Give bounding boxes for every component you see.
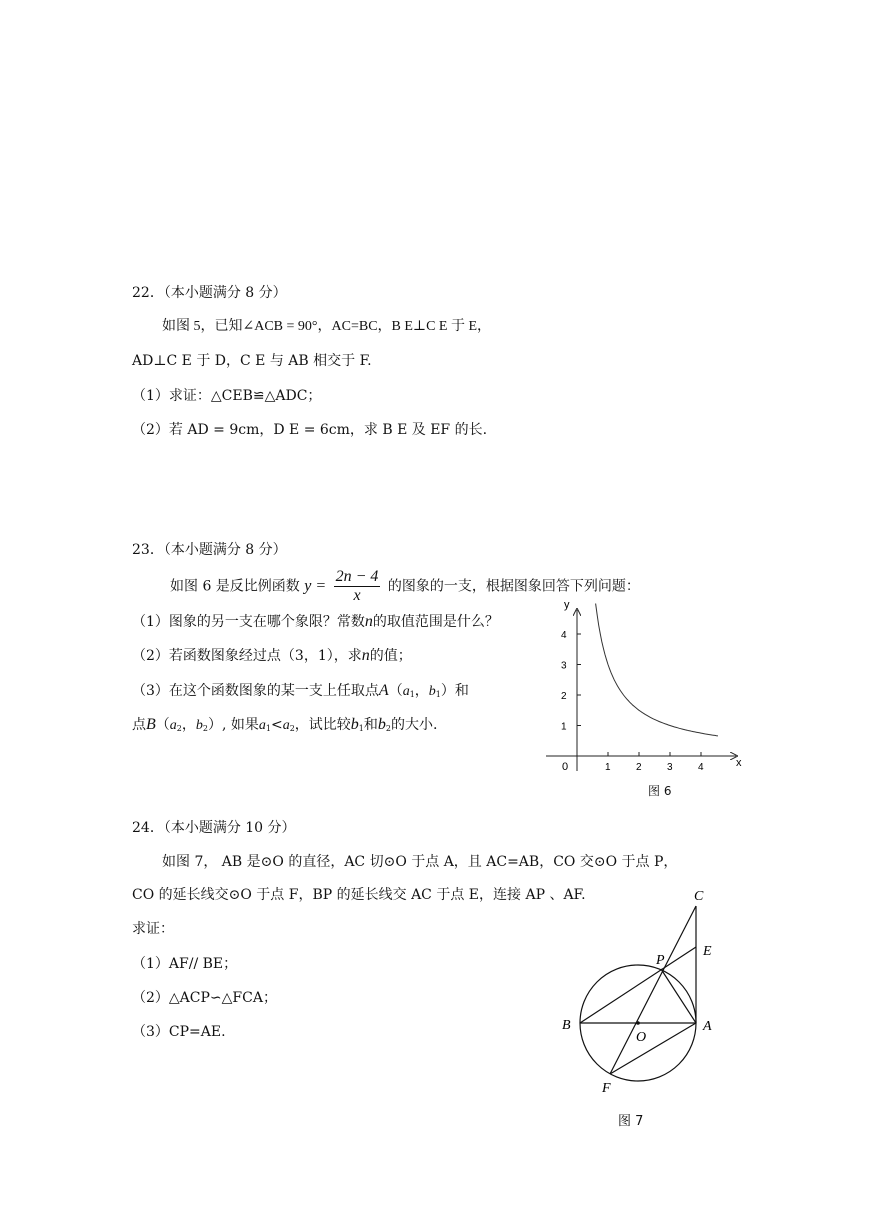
y-tick-label: 4 bbox=[561, 630, 567, 641]
cmp-sub-1: 1 bbox=[265, 724, 271, 733]
q24-line2: CO 的延长线交⊙O 于点 F，BP 的延长线交 AC 于点 E，连接 AP 、AF. bbox=[132, 887, 586, 903]
and-text: 和 bbox=[363, 717, 378, 733]
x-tick-label: 2 bbox=[636, 762, 642, 773]
label-c: C bbox=[694, 889, 704, 904]
q23-line4-text-d: ，试比较 bbox=[294, 717, 351, 733]
y-tick-label: 3 bbox=[561, 660, 567, 672]
q23-line4-text-c: ）, 如果 bbox=[207, 717, 259, 733]
q24-prove: 求证： bbox=[132, 921, 174, 937]
segment-ap bbox=[661, 969, 696, 1023]
q23-part3 bbox=[132, 682, 469, 704]
center-dot bbox=[636, 1021, 640, 1025]
label-b: B bbox=[562, 1018, 571, 1033]
label-f: F bbox=[602, 1081, 611, 1096]
comma: ， bbox=[414, 683, 429, 699]
var-b2: b bbox=[195, 718, 203, 733]
x-tick-label: 4 bbox=[698, 762, 704, 773]
q23-part2-text-b: 的值； bbox=[369, 648, 412, 664]
q24-line1: 如图 7， AB 是⊙O 的直径，AC 切⊙O 于点 A，且 AC=AB，CO 交⊙O 于点 P， bbox=[162, 854, 678, 870]
label-o: O bbox=[636, 1030, 647, 1045]
comma-2: ， bbox=[181, 717, 196, 733]
sub-2: 2 bbox=[176, 724, 182, 733]
y-axis-label: y bbox=[564, 599, 570, 611]
q23-part1-text-b: 的取值范围是什么？ bbox=[372, 614, 499, 630]
figure-7-geometry bbox=[550, 880, 730, 1110]
q23-part2-text-a: （2）若函数图象经过点（3，1），求 bbox=[132, 648, 362, 664]
var-a1: a bbox=[402, 684, 410, 699]
x-tick-label: 1 bbox=[605, 762, 611, 773]
x-tick-label: 3 bbox=[667, 762, 673, 773]
q23-line4-text-e: 的大小. bbox=[390, 717, 438, 733]
figure-6-caption: 图 6 bbox=[648, 784, 672, 798]
cmp-a2: a bbox=[282, 718, 290, 733]
q22-part1: （1）求证：△CEB≌△ADC； bbox=[132, 388, 322, 404]
var-a2: a bbox=[169, 718, 177, 733]
label-a: A bbox=[703, 1019, 712, 1034]
q23-line4-text-a: 点 bbox=[132, 717, 146, 733]
sub-1: 1 bbox=[409, 690, 415, 699]
hyperbola-curve bbox=[596, 604, 718, 736]
var-b1: b bbox=[428, 684, 436, 699]
q23-part2-var: n bbox=[361, 647, 370, 664]
q24-part3: （3）CP=AE. bbox=[132, 1024, 226, 1040]
q23-part1-text-a: （1）图象的另一支在哪个象限？常数 bbox=[132, 614, 365, 630]
formula-denominator: x bbox=[353, 587, 361, 604]
q23-intro-b: 的图象的一支，根据图象回答下列问题： bbox=[387, 578, 640, 595]
figure-7-caption: 图 7 bbox=[618, 1114, 644, 1129]
formula-lhs: y = bbox=[304, 577, 327, 595]
paren-open: （ bbox=[388, 683, 403, 699]
cmp-a1: a bbox=[258, 718, 266, 733]
q23-part2 bbox=[132, 647, 412, 665]
formula-fraction bbox=[334, 568, 381, 605]
label-p: P bbox=[656, 953, 665, 968]
sub-1b: 1 bbox=[435, 690, 441, 699]
q22-part2: （2）若 AD = 9cm，D E = 6cm，求 B E 及 EF 的长. bbox=[132, 422, 488, 438]
less-than: < bbox=[270, 717, 283, 733]
figure-6-graph bbox=[530, 596, 750, 776]
origin-label: 0 bbox=[562, 761, 569, 773]
line-be bbox=[580, 947, 696, 1023]
sub-2b: 2 bbox=[202, 724, 208, 733]
q23-part3-text-c: ）和 bbox=[440, 683, 469, 699]
paren-open-2: （ bbox=[155, 717, 170, 733]
q23-part1 bbox=[132, 613, 499, 631]
cmp-b2: b bbox=[377, 716, 386, 733]
q23-intro-a: 如图 6 是反比例函数 bbox=[170, 578, 300, 595]
q23-heading: 23．（本小题满分 8 分） bbox=[132, 542, 287, 558]
q24-part2: （2）△ACP∽△FCA； bbox=[132, 990, 277, 1006]
cmp-bsub-1: 1 bbox=[358, 724, 364, 733]
q23-line4 bbox=[132, 716, 437, 738]
q23-part3-text-a: （3）在这个函数图象的某一支上任取点 bbox=[132, 683, 379, 699]
x-axis-label: x bbox=[736, 757, 742, 769]
q22-line1: 如图 5，已知∠ACB = 90°，AC=BC，B E⊥C E 于 E， bbox=[162, 319, 492, 334]
point-a-label: A bbox=[378, 682, 389, 699]
y-tick-label: 2 bbox=[561, 691, 567, 702]
q22-heading: 22．（本小题满分 8 分） bbox=[132, 285, 287, 301]
q24-part1: （1）AF// BE； bbox=[132, 956, 238, 972]
point-b-label: B bbox=[146, 716, 156, 733]
y-tick-label: 1 bbox=[561, 721, 567, 733]
q24-heading: 24．（本小题满分 10 分） bbox=[132, 820, 296, 836]
cmp-b1: b bbox=[350, 716, 359, 733]
q22-line2: AD⊥C E 于 D，C E 与 AB 相交于 F. bbox=[132, 353, 372, 369]
formula-numerator: 2n − 4 bbox=[335, 568, 379, 585]
cmp-bsub-2: 2 bbox=[385, 724, 391, 733]
q23-part1-var: n bbox=[364, 613, 373, 630]
cmp-sub-2: 2 bbox=[289, 724, 295, 733]
label-e: E bbox=[703, 944, 712, 959]
